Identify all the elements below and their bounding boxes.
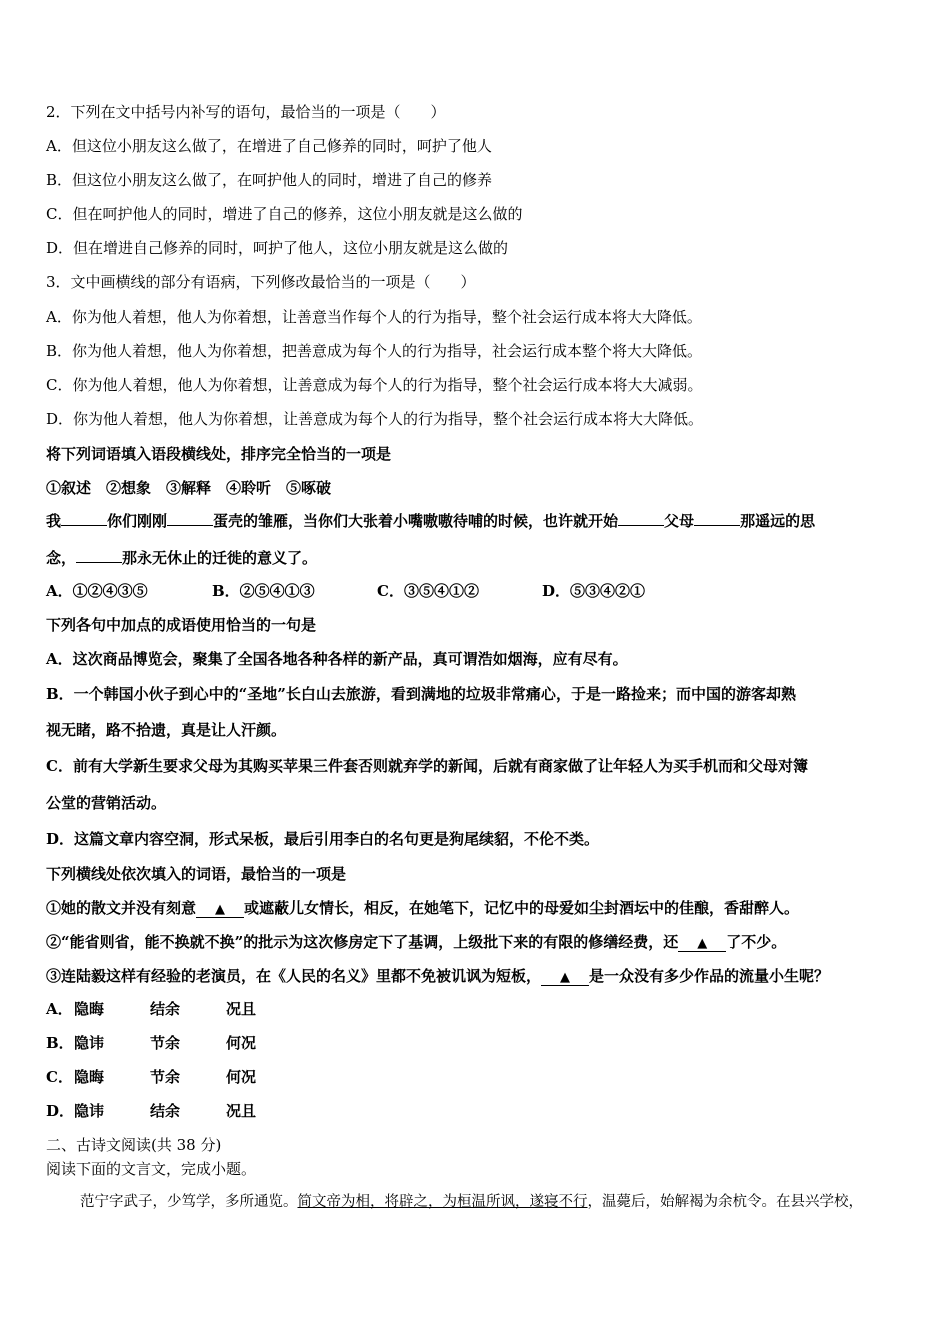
q2-option-c: C．但在呵护他人的同时，增进了自己的修养，这位小朋友就是这么做的 <box>46 205 523 223</box>
fill-options <box>46 581 645 601</box>
words-sentence-1: ①她的散文并没有刻意 ▲ 或遮蔽儿女情长，相反，在她笔下，记忆中的母爱如尘封酒坛中的佳酿，香甜醉人。 <box>46 899 800 917</box>
fill-option-a: A．①②④③⑤ <box>46 582 148 600</box>
fill-words: ①叙述 ②想象 ③解释 ④聆听 ⑤啄破 <box>46 479 332 497</box>
fill-option-d: D．⑤③④②① <box>542 582 646 600</box>
fill-paragraph-line-2: 念， 那永无休止的迁徙的意义了。 <box>46 549 318 567</box>
section-2-title: 二、古诗文阅读(共 38 分) <box>46 1136 222 1154</box>
q2-option-a: A．但这位小朋友这么做了，在增进了自己修养的同时，呵护了他人 <box>46 137 492 155</box>
idiom-option-b-line-1: B．一个韩国小伙子到心中的“圣地”长白山去旅游，看到满地的垃圾非常痛心，于是一路捡来；而中国的游客却熟 <box>46 685 796 703</box>
q3-option-d: D．你为他人着想，他人为你着想，让善意成为每个人的行为指导，整个社会运行成本将大大降低。 <box>46 410 704 428</box>
words-option-d: D．隐讳 结余 况且 <box>46 1102 257 1120</box>
q3-option-b: B．你为他人着想，他人为你着想，把善意成为每个人的行为指导，社会运行成本整个将大大降低。 <box>46 342 703 360</box>
idiom-option-b-line-2: 视无睹，路不拾遗，真是让人汗颜。 <box>46 721 287 739</box>
words-sentence-2: ②“能省则省，能不换就不换”的批示为这次修房定下了基调，上级批下来的有限的修缮经费，还 ▲ 了不少。 <box>46 933 787 951</box>
fill-stem: 将下列词语填入语段横线处，排序完全恰当的一项是 <box>46 445 392 463</box>
underlined-sentence: 简文帝为相，将辟之，为桓温所讽，遂寝不行 <box>297 1194 588 1210</box>
fill-option-b: B．②⑤④①③ <box>212 582 315 600</box>
answer-blank <box>618 511 664 526</box>
answer-blank <box>694 511 740 526</box>
triangle-blank: ▲ <box>541 971 589 986</box>
fill-paragraph-line-1: 我 你们刚刚 蛋壳的雏雁，当你们大张着小嘴嗷嗷待哺的时候，也许就开始 父母 那遥远的思 <box>46 512 816 530</box>
q2-option-d: D．但在增进自己修养的同时，呵护了他人，这位小朋友就是这么做的 <box>46 239 509 257</box>
words-option-a: A．隐晦 结余 况且 <box>46 1000 257 1018</box>
q3-option-c: C．你为他人着想，他人为你着想，让善意成为每个人的行为指导，整个社会运行成本将大大减弱。 <box>46 376 703 394</box>
idiom-stem: 下列各句中加点的成语使用恰当的一句是 <box>46 616 317 634</box>
q3-stem: 3．文中画横线的部分有语病，下列修改最恰当的一项是（ ） <box>46 273 476 291</box>
answer-blank <box>61 511 107 526</box>
idiom-option-d: D．这篇文章内容空洞，形式呆板，最后引用李白的名句更是狗尾续貂，不伦不类。 <box>46 830 600 848</box>
idiom-option-c-line-2: 公堂的营销活动。 <box>46 794 167 812</box>
q2-option-b: B．但这位小朋友这么做了，在呵护他人的同时，增进了自己的修养 <box>46 171 493 189</box>
fill-option-c: C．③⑤④①② <box>377 582 479 600</box>
words-option-b: B．隐讳 节余 何况 <box>46 1034 257 1052</box>
idiom-option-c-line-1: C．前有大学新生要求父母为其购买苹果三件套否则就弃学的新闻，后就有商家做了让年轻人为买手机而和父母对簿 <box>46 757 808 775</box>
words-option-c: C．隐晦 节余 何况 <box>46 1068 257 1086</box>
triangle-blank: ▲ <box>678 937 726 952</box>
words-stem: 下列横线处依次填入的词语，最恰当的一项是 <box>46 865 347 883</box>
q2-stem: 2．下列在文中括号内补写的语句，最恰当的一项是（ ） <box>46 103 446 121</box>
triangle-blank: ▲ <box>196 903 244 918</box>
idiom-option-a: A．这次商品博览会，聚集了全国各地各种各样的新产品，真可谓浩如烟海，应有尽有。 <box>46 650 628 668</box>
answer-blank <box>76 548 122 563</box>
classical-text-line: 范宁字武子，少笃学，多所通览。简文帝为相，将辟之，为桓温所讽，遂寝不行，温薨后，始解褐为余杭令。在县兴学校， <box>80 1194 863 1210</box>
answer-blank <box>167 511 213 526</box>
words-sentence-3: ③连陆毅这样有经验的老演员，在《人民的名义》里都不免被讥讽为短板， ▲ 是一众没有多少作品的流量小生呢？ <box>46 967 830 985</box>
section-2-instruction: 阅读下面的文言文，完成小题。 <box>46 1160 257 1178</box>
q3-option-a: A．你为他人着想，他人为你着想，让善意当作每个人的行为指导，整个社会运行成本将大大降低。 <box>46 308 702 326</box>
